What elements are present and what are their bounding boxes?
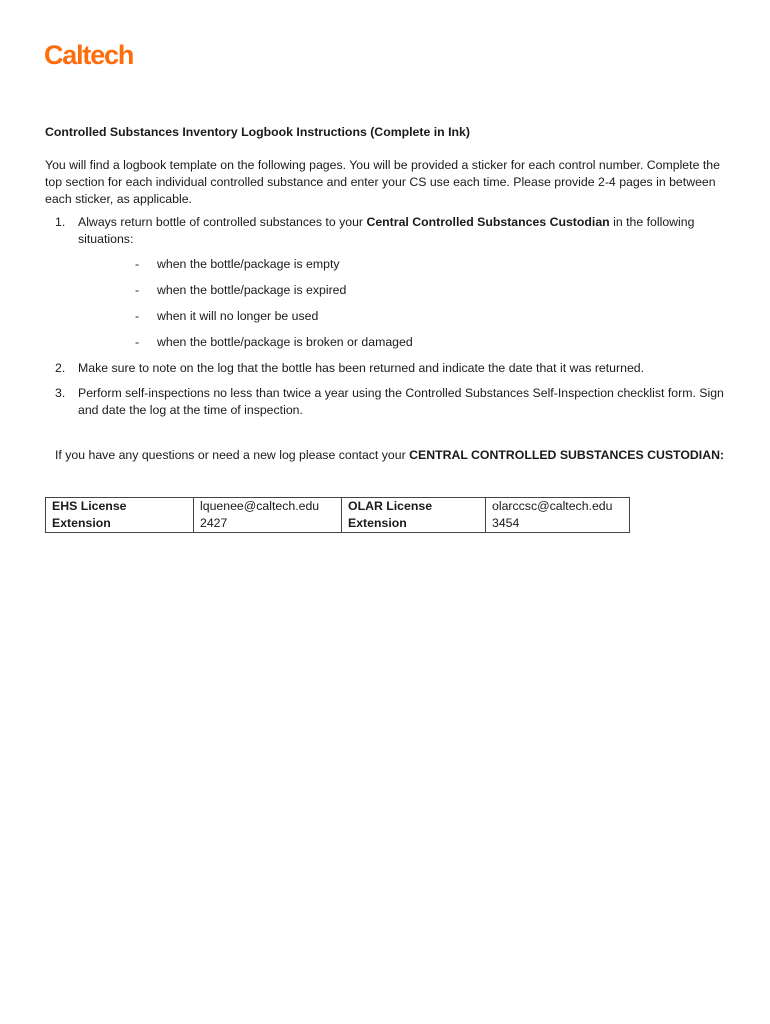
- situation-text: when the bottle/package is empty: [157, 257, 340, 271]
- instruction-text: Make sure to note on the log that the bottle has been returned and indicate the date that it was returned.: [78, 361, 645, 375]
- situation-list: [78, 256, 725, 351]
- list-number: 3.: [55, 386, 66, 400]
- dash-bullet: -: [135, 309, 140, 323]
- table-row: [46, 515, 630, 533]
- contact-paragraph: [55, 447, 725, 464]
- instruction-list: [45, 214, 725, 419]
- ehs-extension-label: Extension: [46, 515, 194, 533]
- document-body: [45, 124, 725, 464]
- contact-text: If you have any questions or need a new log please contact your: [55, 448, 410, 462]
- custodian-emphasis: Central Controlled Substances Custodian: [366, 215, 610, 229]
- list-number: 1.: [55, 215, 66, 229]
- olar-email: olarccsc@caltech.edu: [486, 498, 630, 516]
- list-item: [78, 334, 725, 351]
- situation-text: when the bottle/package is broken or damaged: [157, 335, 413, 349]
- table-row: [46, 498, 630, 516]
- instruction-text: in the following situations:: [78, 215, 695, 246]
- intro-paragraph: You will find a logbook template on the following pages. You will be provided a sticker for each control number. Complete the top section for each individual controlled substance and enter your CS use each time. Please provide 2-4 pages in between each sticker, as applicable.: [45, 158, 720, 206]
- instruction-text: Always return bottle of controlled substances to your: [78, 215, 367, 229]
- olar-extension: 3454: [486, 515, 630, 533]
- ehs-extension: 2427: [194, 515, 342, 533]
- ehs-email: lquenee@caltech.edu: [194, 498, 342, 516]
- document-title: Controlled Substances Inventory Logbook Instructions (Complete in Ink): [45, 125, 470, 139]
- list-item: [78, 308, 725, 325]
- list-number: 2.: [55, 361, 66, 375]
- olar-extension-label: Extension: [342, 515, 486, 533]
- instruction-item-3: [45, 385, 725, 419]
- caltech-logo: Caltech: [44, 40, 134, 70]
- list-item: [78, 282, 725, 299]
- dash-bullet: -: [135, 283, 140, 297]
- contact-table: [45, 497, 630, 533]
- instruction-item-1: [45, 214, 725, 351]
- instruction-text: Perform self-inspections no less than twice a year using the Controlled Substances Self-Inspection checklist form. Sign and date the log at the time of inspection.: [78, 386, 724, 417]
- instruction-item-2: [45, 360, 725, 377]
- olar-license-label: OLAR License: [342, 498, 486, 516]
- list-item: [78, 256, 725, 273]
- situation-text: when the bottle/package is expired: [157, 283, 347, 297]
- dash-bullet: -: [135, 335, 140, 349]
- situation-text: when it will no longer be used: [157, 309, 319, 323]
- contact-emphasis: CENTRAL CONTROLLED SUBSTANCES CUSTODIAN:: [409, 448, 725, 462]
- ehs-license-label: EHS License: [46, 498, 194, 516]
- dash-bullet: -: [135, 257, 140, 271]
